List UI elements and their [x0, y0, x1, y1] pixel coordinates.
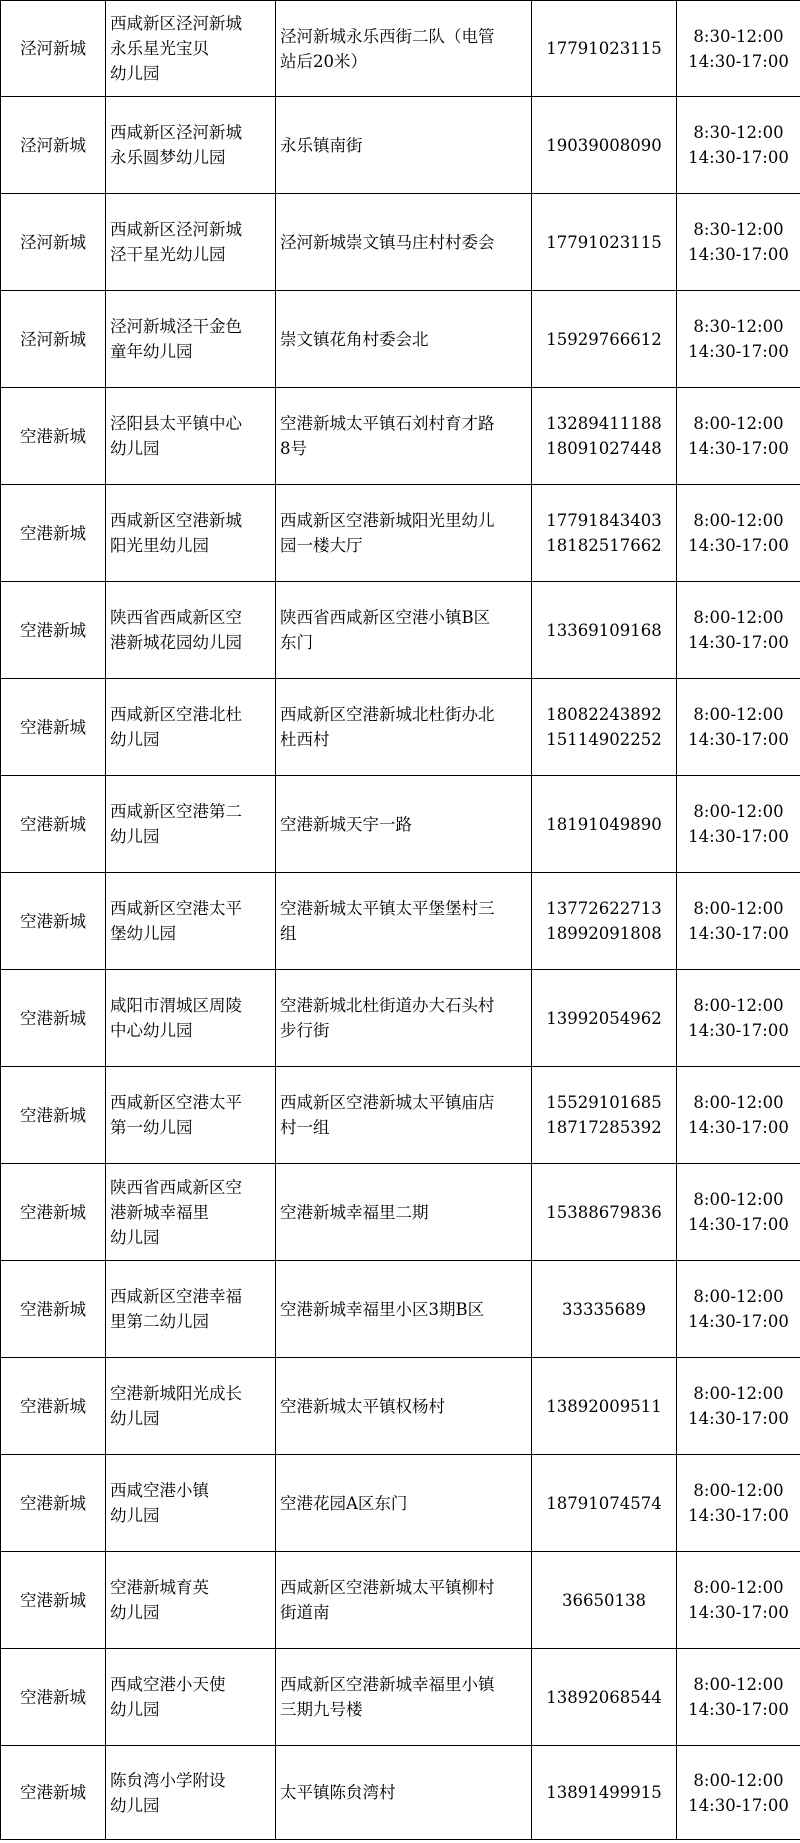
- office-hours-line: 14:30-17:00: [688, 1506, 789, 1525]
- kindergarten-name-line: 西咸空港小天使: [110, 1675, 226, 1694]
- phone-number: 18191049890: [546, 814, 662, 834]
- district-cell: [1, 97, 106, 194]
- office-hours-line: 8:30-12:00: [693, 123, 784, 142]
- kindergarten-name-line: 西咸新区空港幸福: [110, 1287, 242, 1306]
- phone-number: 18182517662: [546, 536, 662, 555]
- hours-cell: [677, 776, 800, 873]
- hours-cell: [677, 291, 800, 388]
- phone-number: 33335689: [562, 1299, 646, 1319]
- phone-cell: [532, 1164, 677, 1261]
- kindergarten-name-line: 幼儿园: [110, 1603, 160, 1622]
- table-row: [1, 1649, 800, 1746]
- address-cell: [276, 97, 532, 194]
- address-cell: [276, 776, 532, 873]
- table-row: [1, 1067, 800, 1164]
- hours-cell: [677, 388, 800, 485]
- kindergarten-name-line: 陕西省西咸新区空: [110, 1177, 242, 1197]
- address-line: 空港新城太平镇权杨村: [280, 1396, 445, 1416]
- district-cell: [1, 1067, 106, 1164]
- hours-cell: [677, 1455, 800, 1552]
- address-line: 三期九号楼: [280, 1700, 363, 1719]
- kindergarten-name-cell: [106, 873, 276, 970]
- district-label: 空港新城: [20, 1687, 86, 1707]
- office-hours-line: 14:30-17:00: [688, 1118, 789, 1137]
- office-hours-line: 14:30-17:00: [688, 1021, 789, 1040]
- address-cell: [276, 873, 532, 970]
- address-cell: [276, 291, 532, 388]
- table-row: [1, 291, 800, 388]
- phone-cell: [532, 291, 677, 388]
- kindergarten-name-line: 永乐圆梦幼儿园: [110, 148, 226, 167]
- office-hours-line: 14:30-17:00: [688, 1409, 789, 1428]
- address-line: 西咸新区空港新城幸福里小镇: [280, 1675, 495, 1694]
- kindergarten-name-line: 幼儿园: [110, 1506, 160, 1525]
- address-line: 村一组: [280, 1118, 330, 1137]
- office-hours-line: 14:30-17:00: [688, 245, 789, 264]
- district-label: 空港新城: [20, 814, 86, 834]
- phone-number: 13772622713: [546, 899, 662, 918]
- table-row: [1, 873, 800, 970]
- kindergarten-name-line: 幼儿园: [110, 64, 160, 83]
- address-line: 空港新城北杜街道办大石头村: [280, 996, 495, 1015]
- address-cell: [276, 388, 532, 485]
- office-hours-line: 8:00-12:00: [693, 802, 784, 821]
- address-line: 街道南: [280, 1603, 330, 1622]
- kindergarten-name-line: 西咸新区空港太平: [110, 1093, 242, 1112]
- district-cell: [1, 776, 106, 873]
- office-hours-line: 14:30-17:00: [688, 342, 789, 361]
- phone-number: 13892009511: [546, 1396, 662, 1416]
- hours-cell: [677, 194, 800, 291]
- phone-number: 19039008090: [546, 135, 662, 155]
- district-label: 空港新城: [20, 1590, 86, 1610]
- office-hours-line: 14:30-17:00: [688, 439, 789, 458]
- office-hours-line: 14:30-17:00: [688, 827, 789, 846]
- address-cell: [276, 970, 532, 1067]
- address-line: 空港新城天宇一路: [280, 814, 412, 834]
- table-row: [1, 1746, 800, 1840]
- phone-number: 15529101685: [546, 1093, 662, 1112]
- phone-number: 17791023115: [546, 39, 662, 58]
- hours-cell: [677, 873, 800, 970]
- phone-number: 36650138: [562, 1590, 646, 1610]
- address-cell: [276, 1164, 532, 1261]
- phone-number: 13891499915: [546, 1783, 662, 1802]
- address-line: 8号: [280, 439, 307, 458]
- district-label: 空港新城: [20, 1008, 86, 1028]
- kindergarten-name-line: 永乐星光宝贝: [110, 39, 209, 58]
- address-line: 空港新城太平镇石刘村育才路: [280, 414, 495, 433]
- address-line: 西咸新区空港新城太平镇庙店: [280, 1093, 495, 1112]
- address-line: 空港新城太平镇太平堡堡村三: [280, 899, 495, 918]
- kindergarten-name-line: 西咸新区空港北杜: [110, 705, 242, 724]
- district-cell: [1, 1358, 106, 1455]
- district-label: 空港新城: [20, 911, 86, 931]
- phone-number: 13992054962: [546, 1008, 662, 1028]
- phone-number: 17791023115: [546, 232, 662, 252]
- address-line: 杜西村: [280, 730, 330, 749]
- address-line: 陕西省西咸新区空港小镇B区: [280, 608, 491, 627]
- office-hours-line: 8:00-12:00: [693, 705, 784, 724]
- table-row: [1, 970, 800, 1067]
- district-cell: [1, 485, 106, 582]
- kindergarten-name-line: 幼儿园: [110, 730, 160, 749]
- kindergarten-name-line: 咸阳市渭城区周陵: [110, 996, 242, 1015]
- phone-cell: [532, 1, 677, 97]
- phone-number: 18992091808: [546, 924, 662, 943]
- phone-cell: [532, 97, 677, 194]
- kindergarten-name-line: 陈贠湾小学附设: [110, 1770, 226, 1790]
- phone-cell: [532, 1455, 677, 1552]
- table-row: [1, 97, 800, 194]
- kindergarten-name-cell: [106, 1358, 276, 1455]
- address-cell: [276, 1746, 532, 1840]
- office-hours-line: 8:00-12:00: [693, 414, 784, 433]
- kindergarten-name-line: 童年幼儿园: [110, 342, 193, 361]
- phone-number: 13369109168: [546, 620, 662, 640]
- address-cell: [276, 1455, 532, 1552]
- address-line: 泾河新城永乐西街二队（电管: [280, 26, 495, 46]
- office-hours-line: 8:00-12:00: [693, 899, 784, 918]
- kindergarten-name-line: 堡幼儿园: [110, 924, 176, 943]
- kindergarten-name-line: 西咸新区泾河新城: [110, 123, 242, 142]
- address-line: 崇文镇花角村委会北: [280, 329, 429, 349]
- kindergarten-name-line: 幼儿园: [110, 1795, 160, 1815]
- table-row: [1, 1261, 800, 1358]
- kindergarten-name-line: 泾阳县太平镇中心: [110, 414, 242, 433]
- hours-cell: [677, 485, 800, 582]
- table-row: [1, 1455, 800, 1552]
- phone-cell: [532, 1067, 677, 1164]
- address-cell: [276, 679, 532, 776]
- kindergarten-name-cell: [106, 1649, 276, 1746]
- hours-cell: [677, 1649, 800, 1746]
- address-cell: [276, 1552, 532, 1649]
- address-line: 太平镇陈贠湾村: [280, 1783, 396, 1802]
- kindergarten-name-line: 泾干星光幼儿园: [110, 245, 226, 264]
- kindergarten-name-cell: [106, 582, 276, 679]
- table-row: [1, 1164, 800, 1261]
- district-cell: [1, 388, 106, 485]
- district-cell: [1, 194, 106, 291]
- district-cell: [1, 970, 106, 1067]
- office-hours-line: 8:00-12:00: [693, 1384, 784, 1403]
- kindergarten-name-cell: [106, 194, 276, 291]
- kindergarten-name-cell: [106, 1455, 276, 1552]
- kindergarten-name-cell: [106, 1164, 276, 1261]
- district-label: 泾河新城: [20, 329, 86, 349]
- office-hours-line: 14:30-17:00: [688, 1215, 789, 1234]
- kindergarten-name-line: 陕西省西咸新区空: [110, 608, 242, 627]
- district-cell: [1, 1649, 106, 1746]
- address-line: 空港新城幸福里二期: [280, 1202, 429, 1222]
- office-hours-line: 8:00-12:00: [693, 1578, 784, 1597]
- district-cell: [1, 582, 106, 679]
- phone-number: 13289411188: [546, 414, 662, 433]
- kindergarten-name-cell: [106, 776, 276, 873]
- kindergarten-name-cell: [106, 1552, 276, 1649]
- office-hours-line: 14:30-17:00: [688, 1795, 789, 1815]
- address-line: 西咸新区空港新城北杜街办北: [280, 705, 495, 724]
- kindergarten-name-line: 西咸空港小镇: [110, 1481, 209, 1500]
- office-hours-line: 8:30-12:00: [693, 220, 784, 239]
- table-row: [1, 485, 800, 582]
- phone-number: 18082243892: [546, 705, 662, 724]
- kindergarten-name-line: 西咸新区空港第二: [110, 802, 242, 821]
- district-label: 空港新城: [20, 1105, 86, 1125]
- hours-cell: [677, 97, 800, 194]
- phone-cell: [532, 873, 677, 970]
- phone-number: 15929766612: [546, 329, 662, 349]
- kindergarten-name-line: 中心幼儿园: [110, 1021, 193, 1040]
- kindergarten-name-cell: [106, 291, 276, 388]
- hours-cell: [677, 1746, 800, 1840]
- address-cell: [276, 1, 532, 97]
- phone-number: 15114902252: [546, 730, 662, 749]
- office-hours-line: 8:00-12:00: [693, 608, 784, 627]
- office-hours-line: 8:00-12:00: [693, 1190, 784, 1209]
- district-cell: [1, 1, 106, 97]
- hours-cell: [677, 1067, 800, 1164]
- kindergarten-name-cell: [106, 388, 276, 485]
- kindergarten-name-line: 西咸新区空港新城: [110, 511, 242, 530]
- address-line: 组: [280, 924, 297, 943]
- address-cell: [276, 1067, 532, 1164]
- address-cell: [276, 1358, 532, 1455]
- table-row: [1, 1552, 800, 1649]
- phone-cell: [532, 194, 677, 291]
- kindergarten-name-line: 港新城幸福里: [110, 1202, 209, 1222]
- table-body: [1, 1, 800, 1840]
- table-row: [1, 582, 800, 679]
- phone-number: 13892068544: [546, 1687, 662, 1707]
- office-hours-line: 14:30-17:00: [688, 148, 789, 167]
- hours-cell: [677, 679, 800, 776]
- kindergarten-name-line: 幼儿园: [110, 1700, 160, 1719]
- hours-cell: [677, 1552, 800, 1649]
- phone-cell: [532, 1358, 677, 1455]
- address-line: 步行街: [280, 1021, 330, 1040]
- address-line: 园一楼大厅: [280, 536, 363, 555]
- district-label: 空港新城: [20, 1493, 86, 1513]
- address-cell: [276, 1649, 532, 1746]
- district-label: 空港新城: [20, 1396, 86, 1416]
- kindergarten-name-line: 空港新城育英: [110, 1578, 209, 1597]
- address-line: 站后20米）: [280, 51, 367, 71]
- office-hours-line: 14:30-17:00: [688, 1700, 789, 1719]
- kindergarten-name-cell: [106, 485, 276, 582]
- district-cell: [1, 1746, 106, 1840]
- phone-cell: [532, 485, 677, 582]
- kindergarten-name-cell: [106, 679, 276, 776]
- office-hours-line: 8:00-12:00: [693, 1675, 784, 1694]
- district-label: 空港新城: [20, 426, 86, 446]
- phone-cell: [532, 388, 677, 485]
- phone-cell: [532, 1649, 677, 1746]
- hours-cell: [677, 1358, 800, 1455]
- phone-cell: [532, 582, 677, 679]
- phone-number: 15388679836: [546, 1202, 662, 1222]
- kindergarten-name-cell: [106, 1, 276, 97]
- office-hours-line: 8:30-12:00: [693, 317, 784, 336]
- district-label: 空港新城: [20, 717, 86, 737]
- hours-cell: [677, 970, 800, 1067]
- phone-cell: [532, 1746, 677, 1840]
- address-line: 永乐镇南街: [280, 135, 363, 155]
- office-hours-line: 14:30-17:00: [688, 924, 789, 943]
- district-cell: [1, 679, 106, 776]
- district-cell: [1, 1552, 106, 1649]
- office-hours-line: 14:30-17:00: [688, 1603, 789, 1622]
- table-row: [1, 1, 800, 97]
- district-cell: [1, 1164, 106, 1261]
- kindergarten-name-line: 幼儿园: [110, 827, 160, 846]
- address-line: 泾河新城崇文镇马庄村村委会: [280, 232, 495, 252]
- district-label: 泾河新城: [20, 135, 86, 155]
- kindergarten-name-line: 幼儿园: [110, 1409, 160, 1428]
- address-cell: [276, 1261, 532, 1358]
- phone-number: 18791074574: [546, 1493, 662, 1513]
- office-hours-line: 14:30-17:00: [688, 633, 789, 652]
- table-row: [1, 194, 800, 291]
- office-hours-line: 8:30-12:00: [693, 26, 784, 46]
- office-hours-line: 8:00-12:00: [693, 1093, 784, 1112]
- address-line: 西咸新区空港新城阳光里幼儿: [280, 511, 495, 530]
- district-cell: [1, 1261, 106, 1358]
- phone-cell: [532, 1261, 677, 1358]
- kindergarten-name-line: 阳光里幼儿园: [110, 536, 209, 555]
- district-label: 空港新城: [20, 523, 86, 543]
- kindergarten-name-cell: [106, 1746, 276, 1840]
- kindergarten-name-line: 西咸新区空港太平: [110, 899, 242, 918]
- address-line: 东门: [280, 633, 313, 652]
- phone-number: 18717285392: [546, 1118, 662, 1137]
- hours-cell: [677, 1261, 800, 1358]
- kindergarten-name-line: 幼儿园: [110, 1227, 160, 1247]
- hours-cell: [677, 1, 800, 97]
- address-cell: [276, 485, 532, 582]
- kindergarten-name-line: 西咸新区泾河新城: [110, 14, 242, 33]
- office-hours-line: 8:00-12:00: [693, 996, 784, 1015]
- kindergarten-name-line: 第一幼儿园: [110, 1118, 193, 1137]
- kindergarten-name-cell: [106, 1261, 276, 1358]
- kindergarten-name-line: 幼儿园: [110, 439, 160, 458]
- office-hours-line: 8:00-12:00: [693, 1770, 784, 1790]
- kindergarten-name-line: 空港新城阳光成长: [110, 1384, 242, 1403]
- office-hours-line: 14:30-17:00: [688, 1312, 789, 1331]
- office-hours-line: 8:00-12:00: [693, 1481, 784, 1500]
- district-label: 泾河新城: [20, 39, 86, 58]
- kindergarten-name-line: 西咸新区泾河新城: [110, 220, 242, 239]
- kindergarten-name-line: 泾河新城泾干金色: [110, 317, 242, 336]
- phone-number: 17791843403: [546, 511, 662, 530]
- phone-number: 18091027448: [546, 439, 662, 458]
- office-hours-line: 14:30-17:00: [688, 536, 789, 555]
- kindergarten-name-cell: [106, 97, 276, 194]
- district-label: 空港新城: [20, 1299, 86, 1319]
- address-cell: [276, 194, 532, 291]
- district-cell: [1, 1455, 106, 1552]
- table-row: [1, 388, 800, 485]
- district-label: 空港新城: [20, 620, 86, 640]
- district-cell: [1, 291, 106, 388]
- office-hours-line: 8:00-12:00: [693, 511, 784, 530]
- hours-cell: [677, 1164, 800, 1261]
- district-label: 泾河新城: [20, 232, 86, 252]
- office-hours-line: 14:30-17:00: [688, 51, 789, 71]
- hours-cell: [677, 582, 800, 679]
- kindergarten-name-cell: [106, 970, 276, 1067]
- kindergarten-name-cell: [106, 1067, 276, 1164]
- address-line: 西咸新区空港新城太平镇柳村: [280, 1578, 495, 1597]
- table-row: [1, 776, 800, 873]
- address-line: 空港花园A区东门: [280, 1493, 408, 1513]
- phone-cell: [532, 776, 677, 873]
- office-hours-line: 8:00-12:00: [693, 1287, 784, 1306]
- address-cell: [276, 582, 532, 679]
- phone-cell: [532, 1552, 677, 1649]
- office-hours-line: 14:30-17:00: [688, 730, 789, 749]
- address-line: 空港新城幸福里小区3期B区: [280, 1299, 485, 1319]
- district-label: 空港新城: [20, 1783, 86, 1802]
- district-cell: [1, 873, 106, 970]
- table-row: [1, 1358, 800, 1455]
- kindergarten-name-line: 里第二幼儿园: [110, 1312, 209, 1331]
- kindergarten-name-line: 港新城花园幼儿园: [110, 633, 242, 652]
- phone-cell: [532, 679, 677, 776]
- phone-cell: [532, 970, 677, 1067]
- table-row: [1, 679, 800, 776]
- district-label: 空港新城: [20, 1202, 86, 1222]
